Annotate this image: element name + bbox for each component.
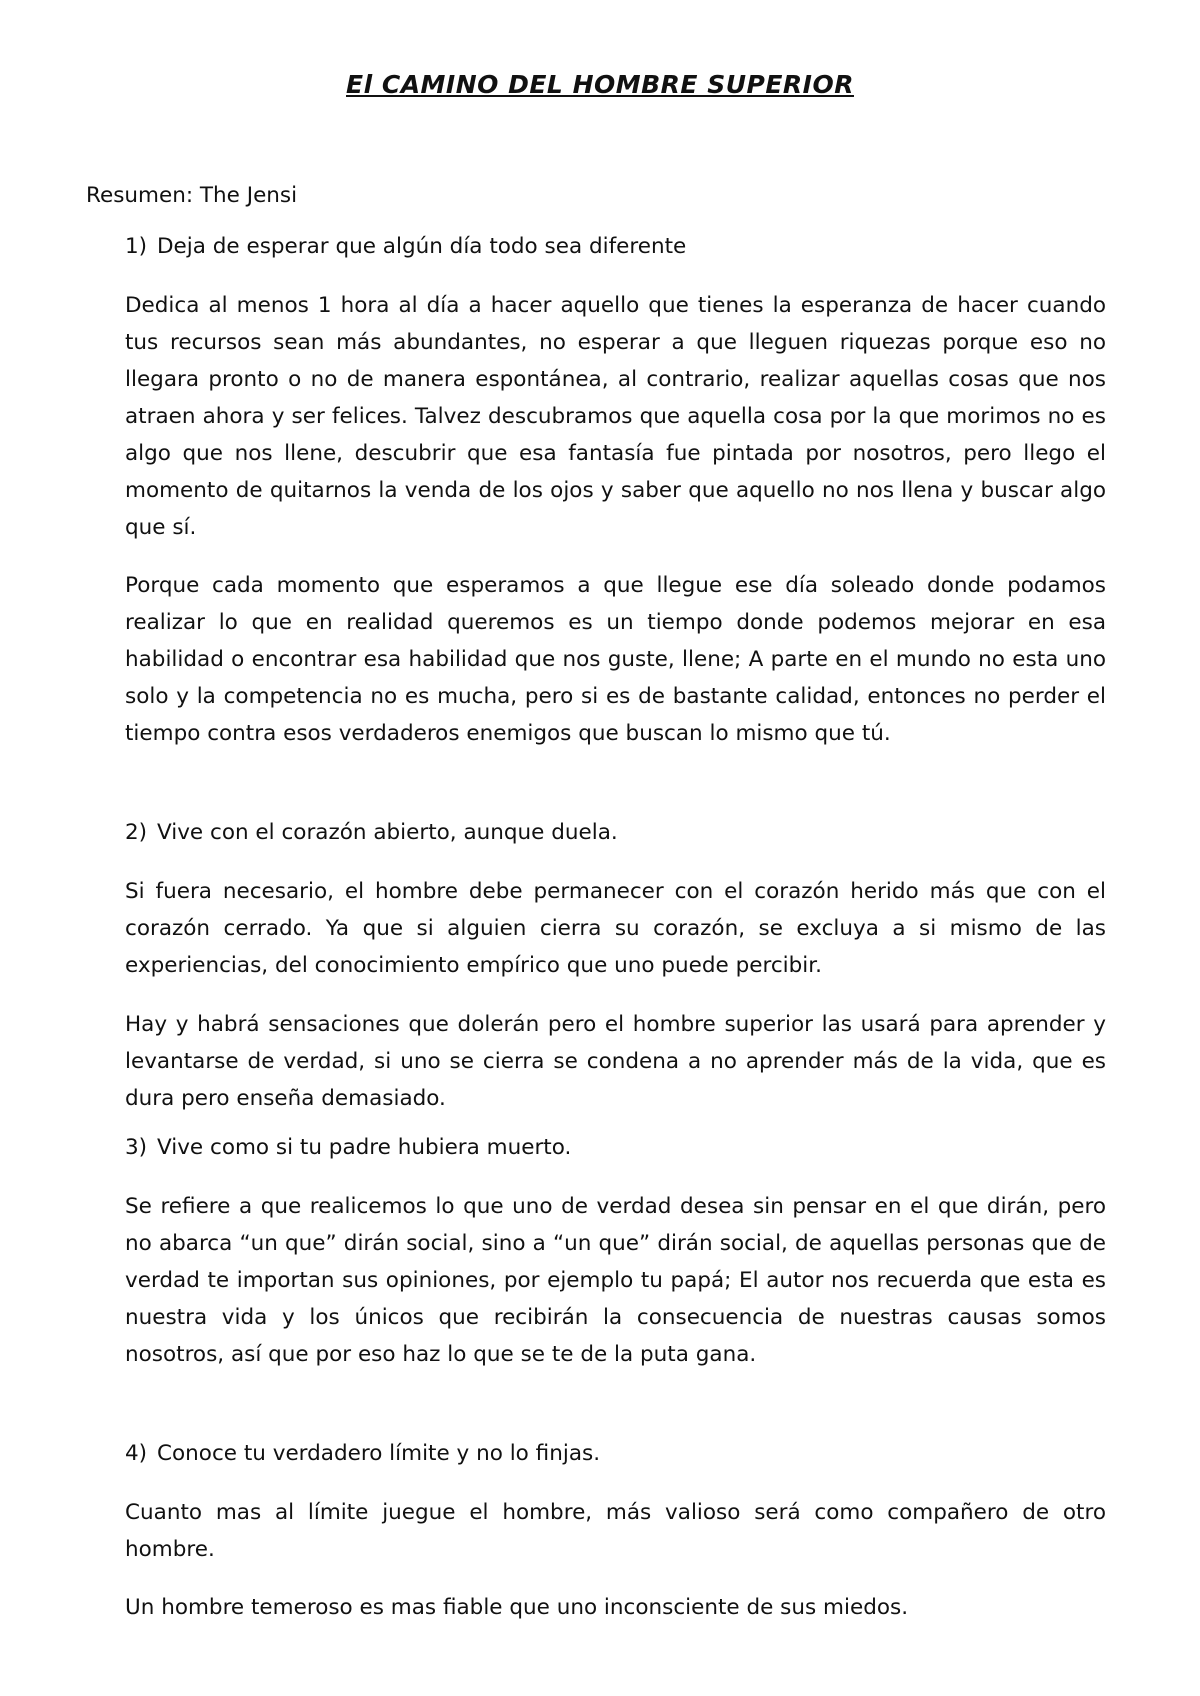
section-number: 3) <box>125 1134 148 1160</box>
summary-line: Resumen: The Jensi <box>86 183 298 208</box>
paragraph: Cuanto mas al límite juegue el hombre, más valioso será como compañero de otro hombre. <box>125 1499 1106 1562</box>
blank-line <box>86 765 1106 815</box>
document-body <box>86 178 1106 1626</box>
section-heading-4 <box>125 1436 1106 1473</box>
section-number: 2) <box>125 820 148 845</box>
section-title: Vive como si tu padre hubiera muerto. <box>157 1134 572 1160</box>
paragraph: Si fuera necesario, el hombre debe permanecer con el corazón herido más que con el corazón cerrado. Ya que si alguien cierra su corazón, se excluya a si mismo de las experiencias, del conocimiento empírico que uno puede percibir. <box>125 879 1106 978</box>
section-number: 4) <box>125 1440 148 1466</box>
paragraph: Porque cada momento que esperamos a que llegue ese día soleado donde podamos realizar lo que en realidad queremos es un tiempo donde podemos mejorar en esa habilidad o encontrar esa habilidad que nos guste, llene; A parte en el mundo no esta uno solo y la competencia no es mucha, pero si es de bastante calidad, entonces no perder el tiempo contra esos verdaderos enemigos que buscan lo mismo que tú. <box>125 573 1106 746</box>
paragraph: Un hombre temeroso es mas fiable que uno inconsciente de sus miedos. <box>125 1595 909 1620</box>
paragraph: Se refiere a que realicemos lo que uno de verdad desea sin pensar en el que dirán, pero no abarca “un que” dirán social, sino a “un que” dirán social, de aquellas personas que de verdad te importan sus opiniones, por ejemplo tu papá; El autor nos recuerda que esta es nuestra vida y los únicos que recibirán la consecuencia de nuestras causas somos nosotros, así que por eso haz lo que se te de la puta gana. <box>125 1193 1106 1367</box>
section-heading-1 <box>125 229 1106 266</box>
section-heading-2 <box>125 815 1106 852</box>
paragraph: Hay y habrá sensaciones que dolerán pero el hombre superior las usará para aprender y levantarse de verdad, si uno se cierra se condena a no aprender más de la vida, que es dura pero enseña demasiado. <box>125 1011 1106 1111</box>
page-title: El CAMINO DEL HOMBRE SUPERIOR <box>346 70 854 99</box>
section-title: Deja de esperar que algún día todo sea diferente <box>157 233 687 259</box>
section-title: Conoce tu verdadero límite y no lo finjas. <box>157 1440 601 1466</box>
section-title: Vive con el corazón abierto, aunque duela. <box>157 820 618 845</box>
paragraph: Dedica al menos 1 hora al día a hacer aquello que tienes la esperanza de hacer cuando tus recursos sean más abundantes, no esperar a que lleguen riquezas porque eso no llegara pronto o no de manera espontánea, al contrario, realizar aquellas cosas que nos atraen ahora y ser felices. Talvez descubramos que aquella cosa por la que morimos no es algo que nos llene, descubrir que esa fantasía fue pintada por nosotros, pero llego el momento de quitarnos la venda de los ojos y saber que aquello no nos llena y buscar algo que sí. <box>125 292 1106 540</box>
blank-line <box>86 1386 1106 1436</box>
section-heading-3 <box>125 1130 1106 1167</box>
section-number: 1) <box>125 233 148 259</box>
